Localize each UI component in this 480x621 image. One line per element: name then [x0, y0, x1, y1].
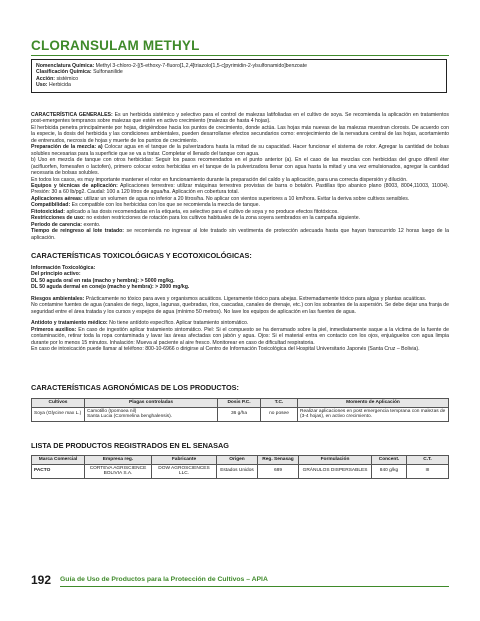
carencia-label: Periodo de carencia:: [31, 221, 83, 228]
fito-text: aplicado a las dosis recomendadas en la etiqueta, es selectivo para el cultivo de soya y no produce efectos fitotóxicos.: [65, 208, 339, 215]
general-label: CARACTERÍSTICA GENERALES:: [31, 112, 113, 118]
agro-col-dosis: Dosis P.C.: [218, 399, 261, 408]
general-p2: El herbicida penetra principalmente por hojas, dirigiéndose hacia los puntos de crecimiento, donde actúa. Las hojas más nuevas de las malezas muestran clorosis. De acuerdo con la especie, la dosis del herbicida y las condiciones ambientales, pueden desarrollarse efectos secundarios como: enrojecimiento de la nervadura central de las hojas, acortamiento de entrenudos, necrosis de hojas y muerte de los puntos de crecimiento.: [31, 124, 449, 144]
footer-underline: [60, 586, 449, 587]
agro-heading: CARACTERÍSTICAS AGRONÓMICAS DE LOS PRODUCTOS:: [31, 383, 239, 392]
reg-col-marca: Marca Comercial: [32, 456, 85, 465]
antidoto-label: Antídoto y tratamiento médico:: [31, 320, 108, 327]
agro-cell-plagas: [85, 407, 218, 421]
reg-col-formulacion: Formulación: [299, 456, 372, 465]
reg-cell-origen: Estados Unidos: [217, 464, 258, 478]
general-text: Es un herbicida sistémico y selectivo para el control de malezas latifoliadas en el cultivo de soya. Se recomienda la aplicación en tratamientos post-emergentes tempranos sobre malezas que estén en activo crecimiento (malezas de hasta 4 hojas).: [31, 112, 449, 125]
uso-line: [36, 82, 442, 88]
fito-label: Fitotoxicidad:: [31, 208, 66, 215]
restr-label: Restricciones de uso:: [31, 215, 85, 222]
agro-cell-momento: Realizar aplicaciones en post emergencia temprana con malezas de (3-4 hojas), en activo crecimiento.: [298, 407, 449, 421]
compat-text: Es compatible con los herbicidas con los que se recomienda la mezcla de tanque.: [70, 202, 260, 209]
tox-principio: Del principio activo:: [31, 271, 81, 278]
equipos-p: [31, 183, 449, 196]
aplic-text: utilizar un volumen de agua no inferior a 20 litros/ha. No aplicar con vientos superiores a 10 km/hora. Evitar la deriva sobre cultivos sensibles.: [82, 195, 410, 202]
nomenclatura-value: Methyl 3-chloro-2-[(5-ethoxy-7-fluoro[1,2,4]triazolo[1,5-c]pyrimidin-2-ylsulfonamido]benzoate: [94, 63, 308, 69]
reg-cell-formulacion: GRÁNULOS DISPERSABLES: [299, 464, 372, 478]
agro-col-tc: T.C.: [261, 399, 298, 408]
compat-label: Compatibilidad:: [31, 202, 71, 209]
reg-col-fabricante: Fabricante: [152, 456, 217, 465]
uso-label: Uso:: [36, 82, 48, 89]
registro-heading: LISTA DE PRODUCTOS REGISTRADOS EN EL SENASAG: [31, 441, 229, 450]
reingreso-text: se recomienda no ingresar al lote tratado sin vestimenta de protección adecuada hasta que hayan transcurrido 12 horas luego de la aplicación.: [31, 228, 449, 241]
nomenclatura-label: Nomenclatura Química:: [36, 63, 95, 69]
registro-header-row: [32, 456, 449, 465]
prep-p1: [31, 144, 449, 157]
reingreso-label: Tiempo de reingreso al lote tratado:: [31, 228, 125, 235]
prep-p2: b) Uso en mezcla de tanque con otros herbicidas: Seguir los pasos recomendados en el punto anterior (a). En el caso de las mezclas con herbicidas del grupo difenil éter (acifluorfen, fomesafen o lactofen), primero colocar estos herbicidas en el tanque de la pulverizadora llenar con agua hasta la mitad y una vez emulsionados, agregar la cantidad necesaria de bolsas solubles.: [31, 157, 449, 177]
reg-cell-marca: PACTO: [32, 464, 85, 478]
reg-col-senasag: Reg. Senasag: [258, 456, 299, 465]
reg-cell-concent: 840 g/kg: [372, 464, 407, 478]
agro-header-row: [32, 399, 449, 408]
agro-col-cultivos: Cultivos: [32, 399, 85, 408]
info-box: [31, 59, 447, 93]
prep-a-text: Colocar agua en el tanque de la pulverizadora hasta la mitad de su capacidad. Hacer funcionar el sistema de rotor. Agregar la cantidad de bolsas solubles necesarias para la superficie que se va a tratar. Completar el llenado del tanque con agua.: [31, 144, 449, 157]
agro-cell-cultivo: Soya (Glycine max L.): [32, 407, 85, 421]
aplic-label: Aplicaciones aéreas:: [31, 195, 83, 202]
tox-dl-dermal: DL 50 aguda dermal en conejo (macho y hembra): > 2000 mg/kg.: [31, 284, 190, 291]
clasificacion-value: Sulfonanilide: [91, 69, 123, 76]
carencia-text: exento.: [82, 221, 101, 228]
riesgos-text: Prácticamente no tóxico para aves y organismos acuáticos. Ligeramente tóxico para abejas. Extremadamente tóxico para algas y plantas acuáticas.: [84, 295, 427, 302]
primeros-text: En caso de ingestión aplicar tratamiento sintomático. Piel: Si el compuesto se ha derramado sobre la piel, inmediatamente saque a la víctima de la fuente de contaminación, retirar toda la ropa contaminada y lavar las áreas afectadas con jabón y agua. Ojos: Si el material entra en contacto con los ojos, enjuáguelos con agua limpia durante por lo menos 15 minutos. Inhalación: Mueva al paciente al aire fresco. Monitorear en caso de dificultad respiratoria.: [31, 326, 449, 346]
tox-dl-oral: DL 50 aguda oral en rata (macho y hembra): > 5000 mg/kg.: [31, 277, 175, 284]
accion-value: sistémico: [55, 75, 79, 82]
reg-cell-fabricante: DOW AGROSCIENCES LLC.: [152, 464, 217, 478]
antidoto-text: No tiene antídoto específico. Aplicar tratamiento sintomático.: [107, 320, 249, 327]
agro-cell-dosis: 36 g/ha: [218, 407, 261, 421]
tox-section: [31, 265, 449, 352]
agro-plaga-2: Santa Lucia (Commelina benghalensis).: [87, 414, 173, 420]
reg-col-ct: C.T.: [407, 456, 449, 465]
title-underline: [31, 55, 449, 56]
clasificacion-label: Clasificación Química:: [36, 69, 92, 76]
tox-heading: CARACTERÍSTICAS TOXICOLÓGICAS Y ECOTOXICOLÓGICAS:: [31, 251, 252, 260]
footer-title: Guía de Uso de Productos para la Protección de Cultivos – APIA: [60, 576, 268, 583]
general-section: [31, 112, 449, 241]
restr-text: no existen restricciones de rotación para los cultivos habituales de la zona soyera sembrados en la campaña siguiente.: [84, 215, 361, 222]
page-title: CLORANSULAM METHYL: [31, 38, 200, 53]
riesgos-label: Riesgos ambientales:: [31, 295, 85, 302]
prep-p3: En todos los casos, es muy importante mantener el rotor en funcionamiento durante la preparación del caldo y la aplicación, para una correcta dispersión y dilución.: [31, 176, 408, 183]
equipos-label: Equipos y técnicas de aplicación:: [31, 182, 118, 189]
primeros-label: Primeros auxilios:: [31, 326, 77, 333]
registro-table: [31, 455, 449, 479]
reg-cell-senasag: 689: [258, 464, 299, 478]
prep-label: Preparación de la mezcla: a): [31, 144, 103, 151]
reg-cell-empresa: CORTEVA AGRISCIENCE BOLIVIA S.A.: [85, 464, 152, 478]
reg-col-concent: Concent.: [372, 456, 407, 465]
primeros-p: [31, 327, 449, 346]
reg-col-empresa: Empresa reg.: [85, 456, 152, 465]
page-number: 192: [31, 573, 52, 587]
riesgos-p2: No contamine fuentes de agua (canales de riego, lagos, lagunas, quebradas, ríos, cascadas, canales de drenaje, etc.) con los sobrantes de la aspersión. Se debe dejar una franja de seguridad entre el área tratada y los cursos y espejos de agua (mínimo 50 metros). No lave los equipos de aplicación en las fuentes de agua.: [31, 302, 449, 315]
equipos-text: Aplicaciones terrestres: utilizar máquinas terrestres provistas de barra o botalón. Pastillas tipo abanico plano (8003, 8004,11003, 11004). Presión: 30 a 60 lb/pg2. Caudal: 100 a 120 litros de agua/ha. Aplicación en cobertura total.: [31, 182, 450, 196]
general-p1: [31, 112, 449, 125]
table-row: [32, 407, 449, 421]
accion-label: Acción:: [36, 75, 56, 82]
agro-cell-tc: no posee: [261, 407, 298, 421]
reg-col-origen: Origen: [217, 456, 258, 465]
reingreso-p: [31, 228, 449, 241]
agro-plaga-1: Camotillo (Ipomoea nil): [87, 408, 137, 414]
intox-p: En caso de intoxicación puede llamar al teléfono: 800-10-6966 o dirigirse al Centro de Información Toxicológica del Hospital Universitario Japonés (Santa Cruz – Bolivia).: [31, 345, 420, 352]
agro-table: [31, 398, 449, 422]
agro-col-momento: Momento de Aplicación: [298, 399, 449, 408]
agro-col-plagas: Plagas controladas: [85, 399, 218, 408]
tox-info-label: Información Toxicológica:: [31, 265, 96, 271]
table-row: [32, 464, 449, 478]
uso-value: Herbicida: [47, 82, 71, 89]
reg-cell-ct: III: [407, 464, 449, 478]
